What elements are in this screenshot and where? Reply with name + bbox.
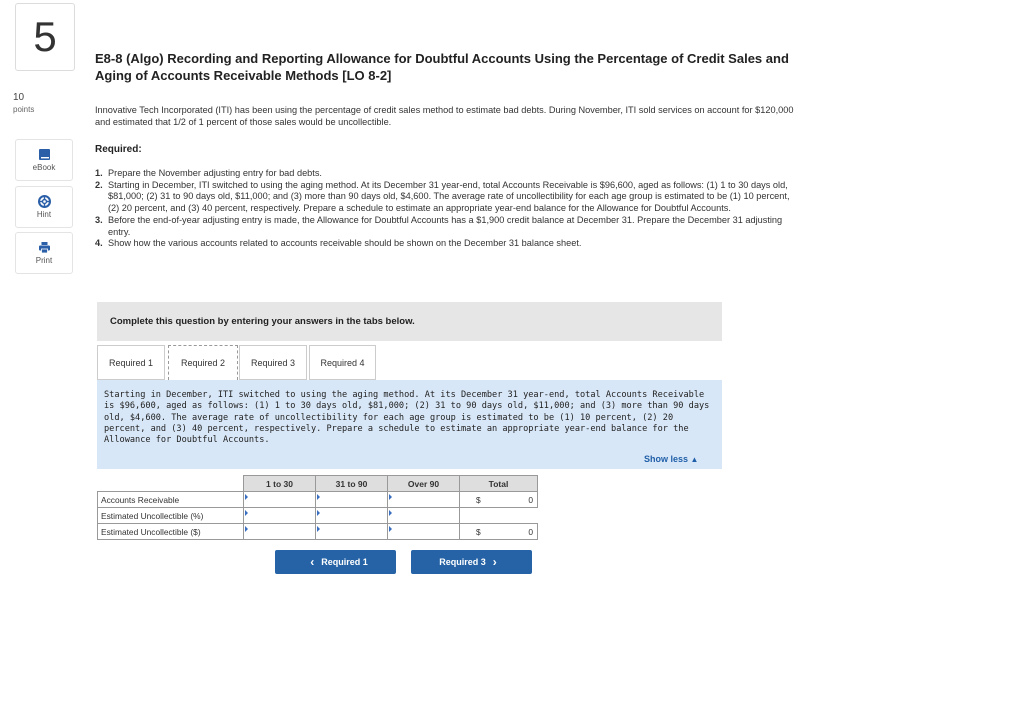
pct-31-to-90-field[interactable] <box>316 508 387 523</box>
prev-required-label: Required 1 <box>321 557 368 567</box>
prev-required-button[interactable] <box>275 550 396 574</box>
amt-over-90-input[interactable] <box>388 524 460 540</box>
requirement-item: 2. Starting in December, ITI switched to using the aging method. At its December 31 year-end, total Accounts Receivable is $96,600, aged as follows: (1) 1 to 30 days old, $81,000; (2) 31 to 90 days old, $11,000; and (3) more than 90 days old, $4,600. The average rate of uncollectibility for each age group is estimated to be (1) 10 percent, (2) 20 percent, and (3) 40 percent, respectively. Prepare a schedule to estimate an appropriate year-end balance for the Allowance for Doubtful Accounts. <box>95 179 790 214</box>
requirement-item: 3. Before the end-of-year adjusting entry is made, the Allowance for Doubtful Accounts has a $1,900 credit balance at December 31. Prepare the December 31 adjusting entry. <box>95 214 783 237</box>
table-header-row <box>98 476 538 492</box>
book-icon <box>38 148 51 161</box>
table-row <box>98 524 538 540</box>
aging-schedule-table <box>97 475 538 540</box>
amt-over-90-field[interactable] <box>388 524 459 539</box>
table-row <box>98 492 538 508</box>
pct-1-to-30-field[interactable] <box>244 508 315 523</box>
chevron-right-icon: › <box>492 555 497 569</box>
requirement-item: 1. Prepare the November adjusting entry for bad debts. <box>95 168 322 178</box>
next-required-label: Required 3 <box>439 557 486 567</box>
amt-1-to-30-input[interactable] <box>244 524 316 540</box>
row-label: Accounts Receivable <box>98 492 244 508</box>
ar-31-to-90-field[interactable] <box>316 492 387 507</box>
header-over-90: Over 90 <box>388 476 460 492</box>
ar-total-cell <box>460 492 538 508</box>
points-value: 10 <box>13 92 25 103</box>
triangle-up-icon: ▲ <box>690 455 699 464</box>
ebook-label: eBook <box>32 163 56 172</box>
header-blank <box>98 476 244 492</box>
tab-required-1[interactable]: Required 1 <box>97 345 165 380</box>
pct-over-90-field[interactable] <box>388 508 459 523</box>
header-1-to-30: 1 to 30 <box>244 476 316 492</box>
header-31-to-90: 31 to 90 <box>316 476 388 492</box>
print-label: Print <box>35 256 53 265</box>
amt-31-to-90-input[interactable] <box>316 524 388 540</box>
ar-1-to-30-field[interactable] <box>244 492 315 507</box>
requirement-item: 4. Show how the various accounts related to accounts receivable should be shown on the December 31 balance sheet. <box>95 238 582 249</box>
ar-total-value: 0 <box>528 495 533 505</box>
instruction-bar: Complete this question by entering your answers in the tabs below. <box>97 302 722 341</box>
amt-31-to-90-field[interactable] <box>316 524 387 539</box>
requirements-list <box>95 168 790 250</box>
lifebuoy-icon <box>38 195 51 208</box>
question-number: 5 <box>15 3 75 71</box>
pct-31-to-90-input[interactable] <box>316 508 388 524</box>
header-total: Total <box>460 476 538 492</box>
required-heading: Required: <box>95 144 142 155</box>
amt-1-to-30-field[interactable] <box>244 524 315 539</box>
amt-total-cell <box>460 524 538 540</box>
dollar-sign: $ <box>476 495 481 505</box>
print-button[interactable] <box>15 232 73 274</box>
panel-text: Starting in December, ITI switched to using the aging method. At its December 31 year-end, total Accounts Receivable is $96,600, aged as follows: (1) 1 to 30 days old, $81,000; (2) 31 to 90 days old, $11,000; and (3) more than 90 days old, $4,600. The average rate of uncollectibility for each age group is estimated to be (1) 10 percent, (2) 20 percent, and (3) 40 percent, respectively. Prepare a schedule to estimate an appropriate year-end balance for the Allowance for Doubtful Accounts. <box>104 390 710 446</box>
tab-required-3[interactable]: Required 3 <box>239 345 307 380</box>
dollar-sign: $ <box>476 527 481 537</box>
points-label: points <box>13 105 35 114</box>
show-less-label: Show less <box>644 454 689 464</box>
show-less-link[interactable] <box>644 454 698 464</box>
tab-required-2[interactable]: Required 2 <box>168 345 238 380</box>
ar-1-to-30-input[interactable] <box>244 492 316 508</box>
hint-label: Hint <box>36 210 52 219</box>
row-label: Estimated Uncollectible ($) <box>98 524 244 540</box>
pct-1-to-30-input[interactable] <box>244 508 316 524</box>
ar-over-90-input[interactable] <box>388 492 460 508</box>
chevron-left-icon: ‹ <box>310 555 315 569</box>
tab-required-4[interactable]: Required 4 <box>309 345 376 380</box>
amt-total-value: 0 <box>528 527 533 537</box>
pct-over-90-input[interactable] <box>388 508 460 524</box>
ar-31-to-90-input[interactable] <box>316 492 388 508</box>
row-label: Estimated Uncollectible (%) <box>98 508 244 524</box>
next-required-button[interactable] <box>411 550 532 574</box>
ar-over-90-field[interactable] <box>388 492 459 507</box>
empty-cell <box>460 508 538 524</box>
question-intro: Innovative Tech Incorporated (ITI) has been using the percentage of credit sales method to estimate bad debts. During November, ITI sold services on account for $120,000 and estimated that 1/2 of 1 percent of those sales would be uncollectible. <box>95 105 794 127</box>
table-row <box>98 508 538 524</box>
question-title: E8-8 (Algo) Recording and Reporting Allowance for Doubtful Accounts Using the Percentage of Credit Sales and Aging of Accounts Receivable Methods [LO 8-2] <box>95 51 789 83</box>
ebook-button[interactable] <box>15 139 73 181</box>
printer-icon <box>38 241 51 254</box>
hint-button[interactable] <box>15 186 73 228</box>
